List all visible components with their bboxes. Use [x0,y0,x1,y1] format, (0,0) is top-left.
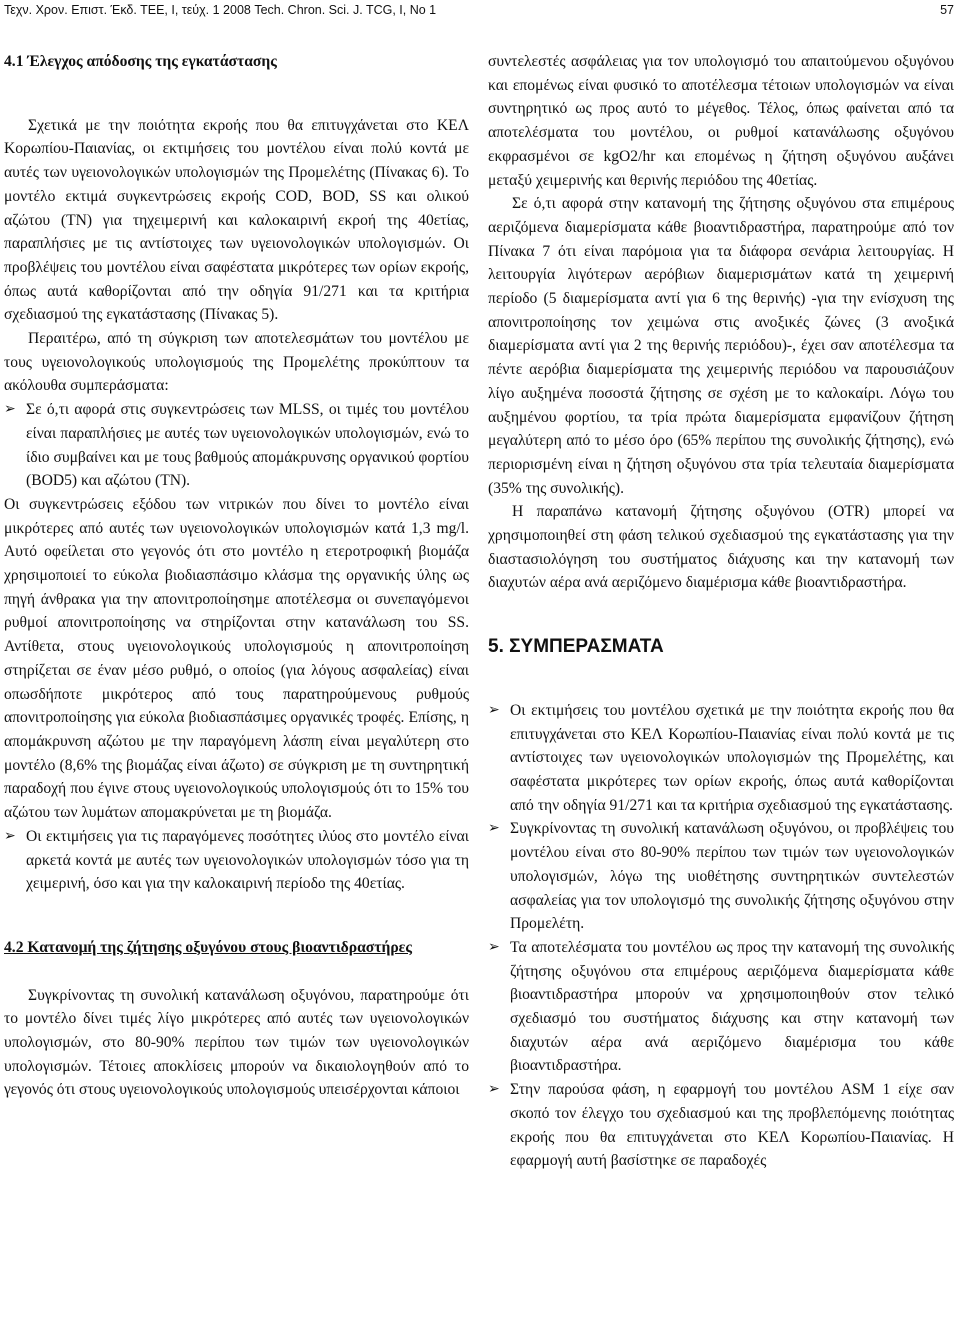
list-item: ➢ Σε ό,τι αφορά στις συγκεντρώσεις των MLSS, οι τιμές του μοντέλου είναι παραπλήσιες με αυτές των υγειονολογικών υπολογισμών, ενώ το ίδιο συμβαίνει και με τους βαθμούς απομάκρυνσης οργανικού φορτίου (BOD5) και αζώτου (TN). [4,398,469,493]
arrow-bullet-icon: ➢ [488,938,500,955]
conclusions-list [488,699,954,1173]
paragraph: Σχετικά με την ποιότητα εκροής που θα επιτυγχάνεται στο ΚΕΛ Κορωπίου-Παιανίας, οι εκτιμήσεις του μοντέλου είναι πολύ κοντά με αυτές των υγειονολογικών υπολογισμών της Προμελέτης (Πίνακας 6). Το μοντέλο εκτιμά συγκεντρώσεις εκροής COD, BOD, SS και ολικού αζώτου (TN) για τηχειμερινή και καλοκαιρινή εκροή της 40ετίας, παραπλήσιες με τις αντίστοιχες των υγειονολογικών υπολογισμών. Οι προβλέψεις του μοντέλου είναι σαφέστατα μικρότερες των ορίων εκροής, όπως αυτά καθορίζονται από την οδηγία 91/271 και τα κριτήρια σχεδιασμού της εγκατάστασης (Πίνακας 5). [4,116,469,324]
list-item: ➢ Συγκρίνοντας τη συνολική κατανάλωση οξυγόνου, οι προβλέψεις του μοντέλου είναι στο 80-90% περίπου των τιμών των υγειονολογικών υπολογισμών, λόγω της υιοθέτησης συντηρητικών συντελεστών ασφαλείας για τον υπολογισμό της συνολικής ζήτησης οξυγόνου στην Προμελέτη. [488,817,954,936]
bullet-list [4,825,469,896]
running-header [0,0,960,30]
section-4-1-heading: 4.1 Έλεγχος απόδοσης της εγκατάστασης [4,53,277,70]
section-4-2-heading: 4.2 Κατανομή της ζήτησης οξυγόνου στους βιοαντιδραστήρες [4,938,412,956]
page-number: 57 [940,3,954,17]
left-column [4,50,469,1102]
arrow-bullet-icon: ➢ [4,401,16,418]
list-item: ➢ Οι εκτιμήσεις του μοντέλου σχετικά με την ποιότητα εκροής που θα επιτυγχάνεται στο ΚΕΛ Κορωπίου-Παιανίας είναι πολύ κοντά με τις αντίστοιχες των υγειονολογικών υπολογισμών της Προμελέτης, και σαφέστατα μικρότερες των ορίων εκροής, όπως αυτά καθορίζονται από την οδηγία 91/271 και τα κριτήρια σχεδιασμού της εγκατάστασης. [488,699,954,818]
list-item: ➢ Οι εκτιμήσεις για τις παραγόμενες ποσότητες ιλύος στο μοντέλο είναι αρκετά κοντά με αυτές των υγειονολογικών υπολογισμών τόσο για τη χειμερινή, όσο και για την καλοκαιρινή περίοδο της 40ετίας. [4,825,469,896]
paragraph: Σε ό,τι αφορά στην κατανομή της ζήτησης οξυγόνου στα επιμέρους αεριζόμενα διαμερίσματα κάθε βιοαντιδραστήρα, παρατηρούμε από τον Πίνακα 7 ότι είναι παρόμοια για τα διάφορα σενάρια λειτουργίας. Η λειτουργία λιγότερων αερόβιων διαμερισμάτων κατά τη χειμερινή περίοδο (5 διαμερίσματα αντί για 6 της θερινής) -για την ενίσχυση της απονιτροποίησης τον χειμώνα στις ανοξικές ζώνες (3 ανοξικά διαμερίσματα αντί για 2 της θερινής περιόδου)-, έχει σαν αποτέλεσμα τα πέντε αερόβια διαμερίσματα της χειμερινής περιόδου να παρουσιάζουν λίγο αυξημένα ποσοστά ζήτησης σε σχέση με το καλοκαίρι. Λόγω του αυξημένου φορτίου, τα τρία πρώτα διαμερίσματα εμφανίζουν ζήτηση μεγαλύτερη από το μέσο όρο (65% περίπου της συνολικής ζήτησης), ενώ περιορισμένη είναι η ζήτηση οξυγόνου στα τρία τελευταία διαμερίσματα (35% της συνολικής). [488,195,954,497]
paragraph: Η παραπάνω κατανομή ζήτησης οξυγόνου (OTR) μπορεί να χρησιμοποιηθεί στη φάση τελικού σχεδιασμού της εγκατάστασης για την διαστασιολόγηση του συστήματος διάχυσης και την κατανομή των διαχυτών αέρα ανά αεριζόμενο διαμέρισμα κάθε βιοαντιδραστήρα. [488,503,954,592]
paragraph: συντελεστές ασφάλειας για τον υπολογισμό του απαιτούμενου οξυγόνου και επομένως είναι φυσικό το αποτέλεσμα τέτοιων υπολογισμών να είναι συντηρητικό ως προς αυτό το μέγεθος. Τέλος, όπως φαίνεται από τα αποτελέσματα του μοντέλου, οι ρυθμοί κατανάλωσης οξυγόνου εκφρασμένοι σε kgO2/hr και επομένως η ζήτηση οξυγόνου αυξάνει μεταξύ χειμερινής και θερινής περιόδου της 40ετίας. [488,53,954,189]
arrow-bullet-icon: ➢ [488,1081,500,1098]
list-item: ➢ Στην παρούσα φάση, η εφαρμογή του μοντέλου ASM 1 είχε σαν σκοπό τον έλεγχο του σχεδιασμού και της προβλεπόμενης ποιότητας εκροής που θα επιτυγχάνεται στο ΚΕΛ Κορωπίου-Παιανίας. Η εφαρμογή αυτή βασίστηκε σε παραδοχές [488,1078,954,1173]
journal-citation: Τεχν. Χρον. Επιστ. Έκδ. ΤΕΕ, Ι, τεύχ. 1 2008 Tech. Chron. Sci. J. TCG, I, No 1 [4,3,437,17]
arrow-bullet-icon: ➢ [488,701,500,718]
paragraph: Περαιτέρω, από τη σύγκριση των αποτελεσμάτων του μοντέλου με τους υγειονολογικούς υπολογισμούς της Προμελέτης προκύπτουν τα ακόλουθα συμπεράσματα: [4,330,469,395]
paragraph: Οι συγκεντρώσεις εξόδου των νιτρικών που δίνει το μοντέλο είναι μικρότερες από αυτές των υγειονολογικών υπολογισμών κατά 1,3 mg/l. Αυτό οφείλεται στο γεγονός ότι στο μοντέλο η ετεροτροφική βιομάζα χρησιμοποιεί το εύκολα βιοδιασπάσιμο κλάσμα της οργανικής ύλης ως πηγή άνθρακα για την απονιτροποίησημε αποτέλεσμα οι συνεπαγόμενοι ρυθμοί απονιτροποίησης να στηρίζονται στην κατανάλωση του SS. Αντίθετα, στους υγειονολογικούς υπολογισμούς η απονιτροποίηση στηρίζεται σε έναν μέσο ρυθμό, ο οποίος (για λόγους ασφαλείας) είναι οπωσδήποτε μικρότερος από τους παρατηρούμενους ρυθμούς απονιτροποίησης για εύκολα βιοδιασπάσιμες οργανικές τροφές. Επίσης, η απομάκρυνση αζώτου με την παραγόμενη λάσπη είναι μεγαλύτερη στο μοντέλο (8,6% της βιομάζας είναι άζωτο) σε σύγκριση με τη συντηρητική παραδοχή που έγινε στους υγειονολογικούς υπολογισμούς ότι το 15% του αζώτου των λυμάτων απομακρύνεται με τη βιομάζα. [4,495,469,822]
arrow-bullet-icon: ➢ [4,827,16,844]
bullet-list [4,398,469,493]
section-5-heading: 5. ΣΥΜΠΕΡΑΣΜΑΤΑ [488,636,664,658]
list-item: ➢ Τα αποτελέσματα του μοντέλου ως προς την κατανομή της συνολικής ζήτησης οξυγόνου στα επιμέρους αεριζόμενα διαμερίσματα κάθε βιοαντιδραστήρα μπορούν να χρησιμοποιηθούν στον τελικό σχεδιασμό του συστήματος διάχυσης και στην κατανομή των διαχυτών αέρα ανά αεριζόμενο διαμέρισμα του κάθε βιοαντιδραστήρα. [488,936,954,1078]
right-column [488,50,954,1173]
arrow-bullet-icon: ➢ [488,820,500,837]
paragraph: Συγκρίνοντας τη συνολική κατανάλωση οξυγόνου, παρατηρούμε ότι το μοντέλο δίνει τιμές λίγο μικρότερες από αυτές των υγειονολογικών υπολογισμών, στο 80-90% περίπου των τιμών των υγειονολογικών υπολογισμών. Τέτοιες αποκλίσεις μπορούν να δικαιολογηθούν από το γεγονός ότι στους υγειονολογικούς υπολογισμούς υπεισέρχονται κάποιοι [4,986,469,1099]
